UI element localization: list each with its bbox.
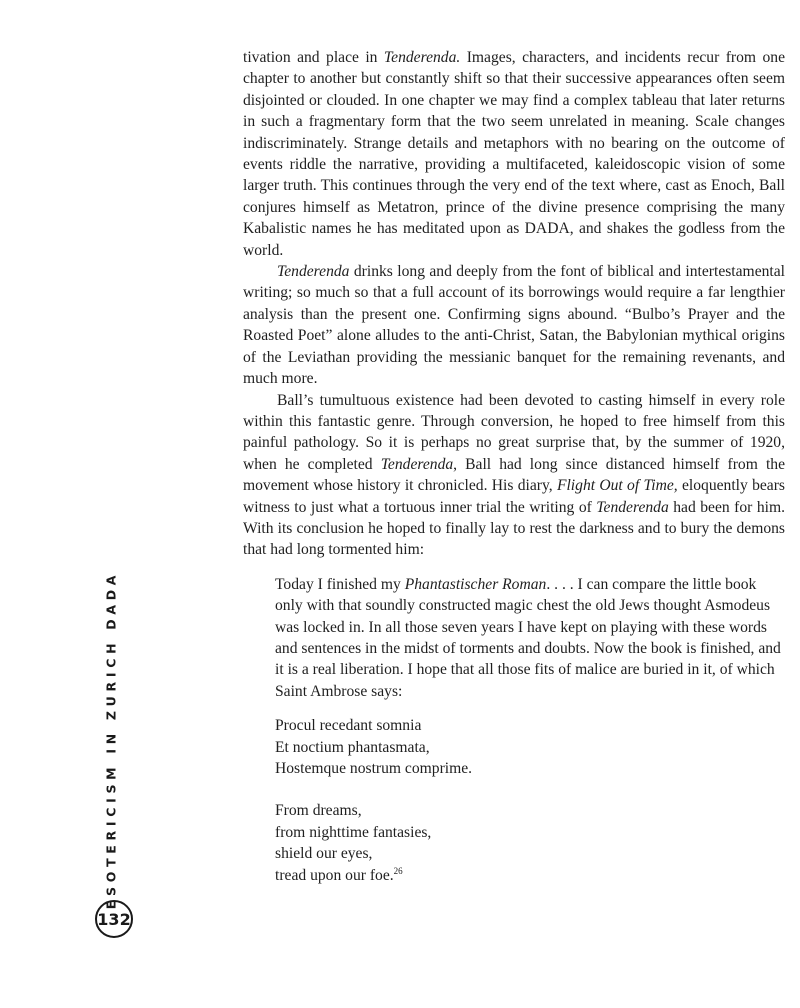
italic-text: Tenderenda — [277, 263, 350, 281]
text-run: . . . . I can compare the little book only with that soundly constructed magic chest the old Jews thought Asmodeus was locked in. In all those seven years I have kept on playing with these words and sentences in the midst of torments and doubts. Now the book is finished, and it is a real liberation. I hope that all those fits of malice are buried in it, of which Saint Ambrose says: — [275, 575, 781, 700]
paragraph-2 — [243, 261, 785, 389]
text-run: eloquently bears witness to just what a tortuous inner trial the writing of — [243, 477, 785, 516]
verse-line: from nighttime fantasies, — [275, 823, 432, 841]
text-run: Today I finished my — [275, 575, 405, 593]
verse-line-text: tread upon our foe. — [275, 866, 394, 884]
verse-line: Et noctium phantasmata, — [275, 738, 430, 756]
running-head-text: ESOTERICISM IN ZURICH DADA — [103, 570, 119, 910]
italic-text: Phantastischer Roman — [404, 575, 547, 593]
main-text-column — [243, 47, 785, 886]
english-verse — [275, 800, 785, 886]
italic-text: Tenderenda. — [383, 49, 461, 66]
text-run: , Ball had long since distanced himself from the movement whose history it chronicled. His diary, — [243, 455, 785, 495]
paragraph-1 — [243, 47, 785, 261]
quote-paragraph — [275, 574, 785, 702]
footnote-reference: 26 — [393, 865, 403, 876]
italic-text: Flight Out of Time, — [556, 477, 678, 495]
paragraph-3 — [243, 390, 785, 561]
latin-verse — [275, 715, 785, 779]
italic-text: Tenderenda — [596, 498, 669, 516]
block-quote — [275, 574, 785, 886]
running-head — [100, 570, 122, 910]
text-run: tivation and place in — [243, 49, 384, 66]
verse-line-last — [275, 865, 785, 886]
page-number: 132 — [95, 900, 133, 938]
text-run: drinks long and deeply from the font of biblical and intertestamental writing; so much so that a full account of its borrowings would require a far lengthier analysis than the present one. Confirming signs abound. “Bulbo’s Prayer and the Roasted Poet” alone alludes to the anti-Christ, Satan, the Babylonian mythical origins of the Leviathan providing the messianic banquet for the remaining revenants, and much more. — [243, 263, 785, 388]
italic-text: Tenderenda — [380, 455, 454, 473]
text-run: Images, characters, and incidents recur from one chapter to another but constantly shift so that their successive appearances often seem disjointed or clouded. In one chapter we may find a complex tableau that later returns in such a fragmentary form that the two seem unrelated in meaning. Scale changes indiscriminately. Strange details and metaphors with no bearing on the outcome of events riddle the narrative, providing a multifaceted, kaleidoscopic vision of some larger truth. This continues through the very end of the text where, cast as Enoch, Ball conjures himself as Metatron, prince of the divine presence comprising the many Kabalistic names he has meditated upon as DADA, and shakes the godless from the world. — [243, 49, 785, 259]
verse-line: Procul recedant somnia — [275, 717, 422, 735]
verse-line: shield our eyes, — [275, 845, 373, 863]
verse-line: From dreams, — [275, 802, 362, 820]
verse-line: Hostemque nostrum comprime. — [275, 760, 473, 777]
text-run: had been for him. With its conclusion he hoped to finally lay to rest the darkness and to bury the demons that had long tormented him: — [243, 498, 785, 559]
text-run: Ball’s tumultuous existence had been devoted to casting himself in every role within this fantastic genre. Through conversion, he hoped to free himself from this painful pathology. So it is perhaps no great surprise that, by the summer of 1920, when he completed — [243, 391, 785, 473]
